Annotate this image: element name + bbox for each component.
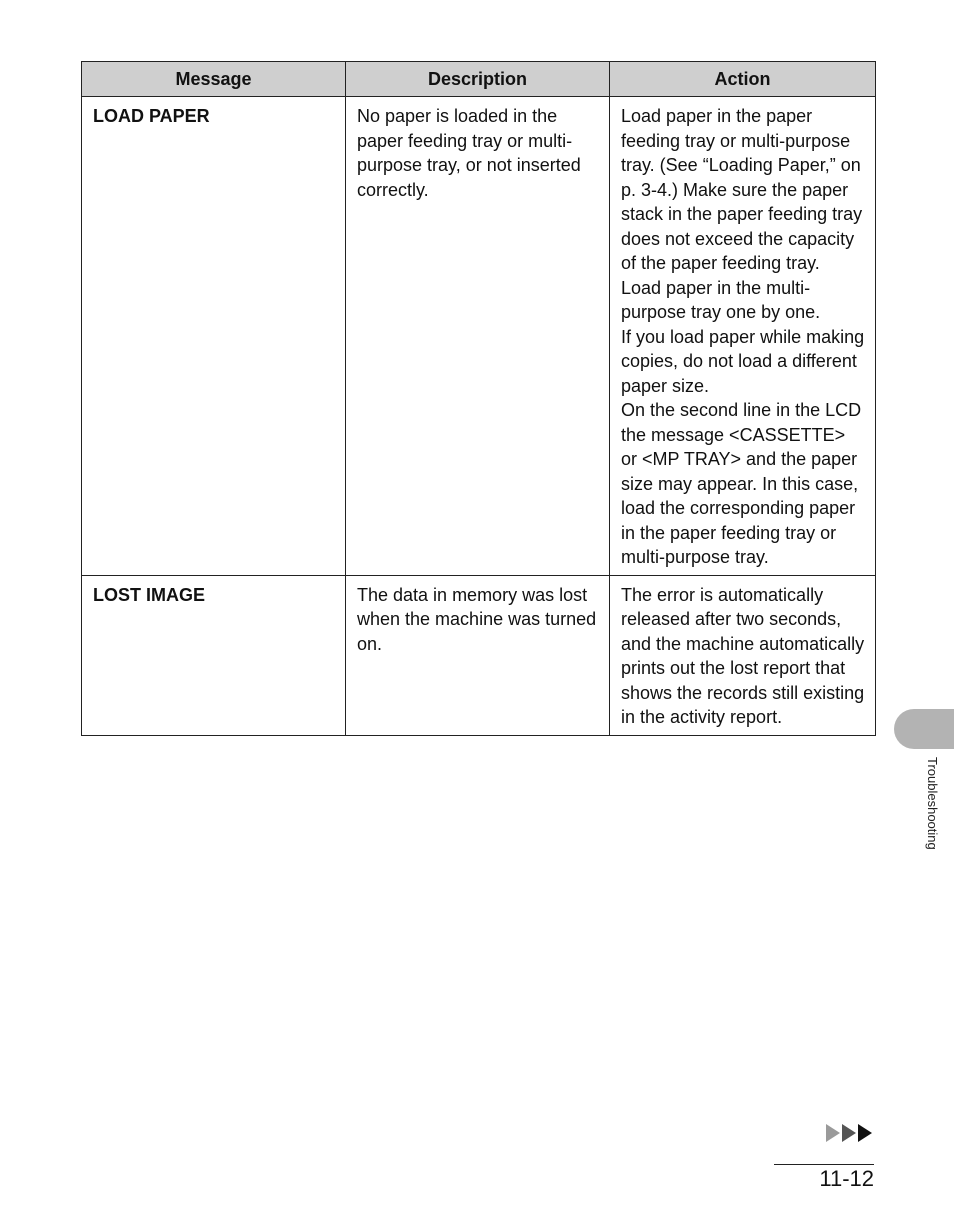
page-number: 11-12 xyxy=(819,1166,874,1191)
header-action: Action xyxy=(610,62,876,97)
description-cell: The data in memory was lost when the machine was turned on. xyxy=(346,575,610,735)
chapter-side-label: Troubleshooting xyxy=(925,757,940,850)
table-row xyxy=(82,97,876,576)
footer-rule xyxy=(774,1164,874,1165)
action-paragraph: Load paper in the paper feeding tray or multi-purpose tray. (See “Loading Paper,” on p. 3-4.) Make sure the paper stack in the paper feeding tray does not exceed the capacity of the paper feeding tray. xyxy=(621,106,863,273)
table-header-row xyxy=(82,62,876,97)
header-description: Description xyxy=(346,62,610,97)
description-cell: No paper is loaded in the paper feeding tray or multi-purpose tray, or not inserted correctly. xyxy=(346,97,610,576)
action-cell xyxy=(610,575,876,735)
action-paragraph: On the second line in the LCD the message <CASSETTE> or <MP TRAY> and the paper size may appear. In this case, load the corresponding paper in the paper feeding tray or multi-purpose tray. xyxy=(621,400,862,567)
message-cell: LOAD PAPER xyxy=(82,97,346,576)
troubleshooting-message-table xyxy=(81,61,876,736)
header-message: Message xyxy=(82,62,346,97)
action-paragraph: Load paper in the multi-purpose tray one by one. xyxy=(621,277,821,322)
action-paragraph: The error is automatically released after two seconds, and the machine automatically prints out the lost report that shows the records still existing in the activity report. xyxy=(621,584,865,727)
table-row xyxy=(82,575,876,735)
action-cell xyxy=(610,97,876,576)
message-cell: LOST IMAGE xyxy=(82,575,346,735)
chapter-side-tab xyxy=(894,709,954,749)
triple-arrow-right-icon xyxy=(826,1123,874,1143)
action-paragraph: If you load paper while making copies, do not load a different paper size. xyxy=(621,326,865,396)
